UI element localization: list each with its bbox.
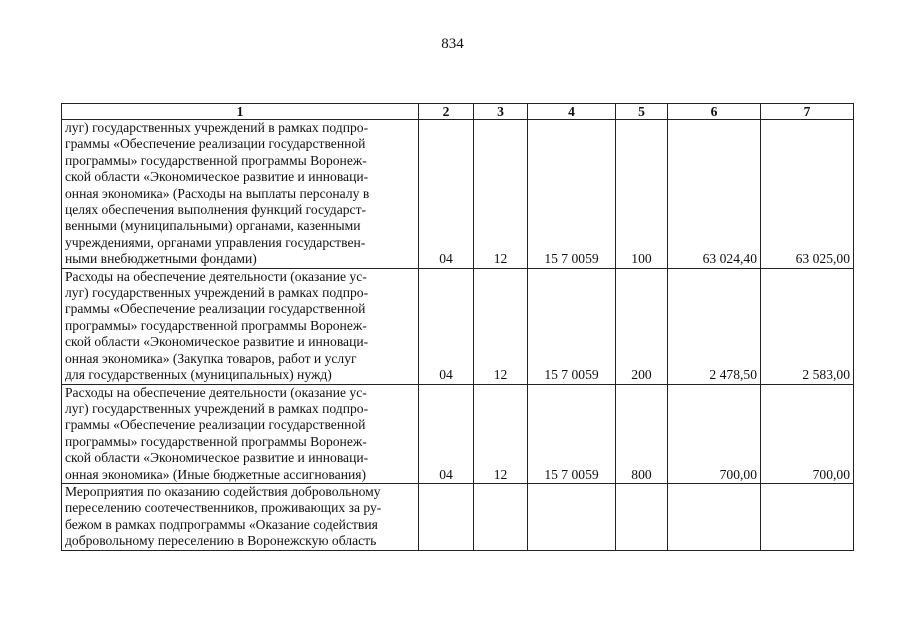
- row-description: Мероприятия по оказанию содействия добровольному переселению соотечественников, проживающих за ру- бежом в рамках подпрограммы «Оказание содействия добровольному переселению в Воронежскую область: [62, 483, 419, 550]
- header-row: [62, 104, 854, 120]
- row-expense-type: [616, 483, 668, 550]
- row-subsection: [474, 483, 528, 550]
- row-target-article: [528, 483, 616, 550]
- row-section: 04: [419, 384, 474, 483]
- header-col-6: 6: [668, 104, 761, 120]
- row-description: Расходы на обеспечение деятельности (оказание ус- луг) государственных учреждений в рамках подпро- граммы «Обеспечение реализации государственной программы» государственной программы Воронеж- ской области «Экономическое развитие и инноваци- онная экономика» (Иные бюджетные ассигнования): [62, 384, 419, 483]
- header-col-3: 3: [474, 104, 528, 120]
- row-description: луг) государственных учреждений в рамках подпро- граммы «Обеспечение реализации государственной программы» государственной программы Воронеж- ской области «Экономическое развитие и инноваци- онная экономика» (Расходы на выплаты персоналу в целях обеспечения выполнения функций государст- венными (муниципальными) органами, казенными учреждениями, органами управления государствен- ными внебюджетными фондами): [62, 120, 419, 269]
- row-subsection: 12: [474, 268, 528, 384]
- row-amount-2: 700,00: [761, 384, 854, 483]
- row-subsection: 12: [474, 120, 528, 269]
- row-target-article: 15 7 0059: [528, 120, 616, 269]
- table-row: [62, 268, 854, 384]
- row-subsection: 12: [474, 384, 528, 483]
- row-amount-2: 2 583,00: [761, 268, 854, 384]
- page-number: 834: [441, 36, 464, 52]
- row-expense-type: 100: [616, 120, 668, 269]
- row-target-article: 15 7 0059: [528, 384, 616, 483]
- row-section: [419, 483, 474, 550]
- header-col-7: 7: [761, 104, 854, 120]
- row-amount-2: [761, 483, 854, 550]
- row-expense-type: 200: [616, 268, 668, 384]
- row-target-article: 15 7 0059: [528, 268, 616, 384]
- row-expense-type: 800: [616, 384, 668, 483]
- table-row: [62, 384, 854, 483]
- header-col-1: 1: [62, 104, 419, 120]
- row-section: 04: [419, 120, 474, 269]
- header-col-2: 2: [419, 104, 474, 120]
- row-amount-1: [668, 483, 761, 550]
- row-amount-1: 2 478,50: [668, 268, 761, 384]
- budget-table: [61, 103, 854, 551]
- row-section: 04: [419, 268, 474, 384]
- row-amount-1: 700,00: [668, 384, 761, 483]
- table-row: [62, 120, 854, 269]
- table-row: [62, 483, 854, 550]
- row-amount-1: 63 024,40: [668, 120, 761, 269]
- row-description: Расходы на обеспечение деятельности (оказание ус- луг) государственных учреждений в рамках подпро- граммы «Обеспечение реализации государственной программы» государственной программы Воронеж- ской области «Экономическое развитие и инноваци- онная экономика» (Закупка товаров, работ и услуг для государственных (муниципальных) нужд): [62, 268, 419, 384]
- header-col-4: 4: [528, 104, 616, 120]
- row-amount-2: 63 025,00: [761, 120, 854, 269]
- header-col-5: 5: [616, 104, 668, 120]
